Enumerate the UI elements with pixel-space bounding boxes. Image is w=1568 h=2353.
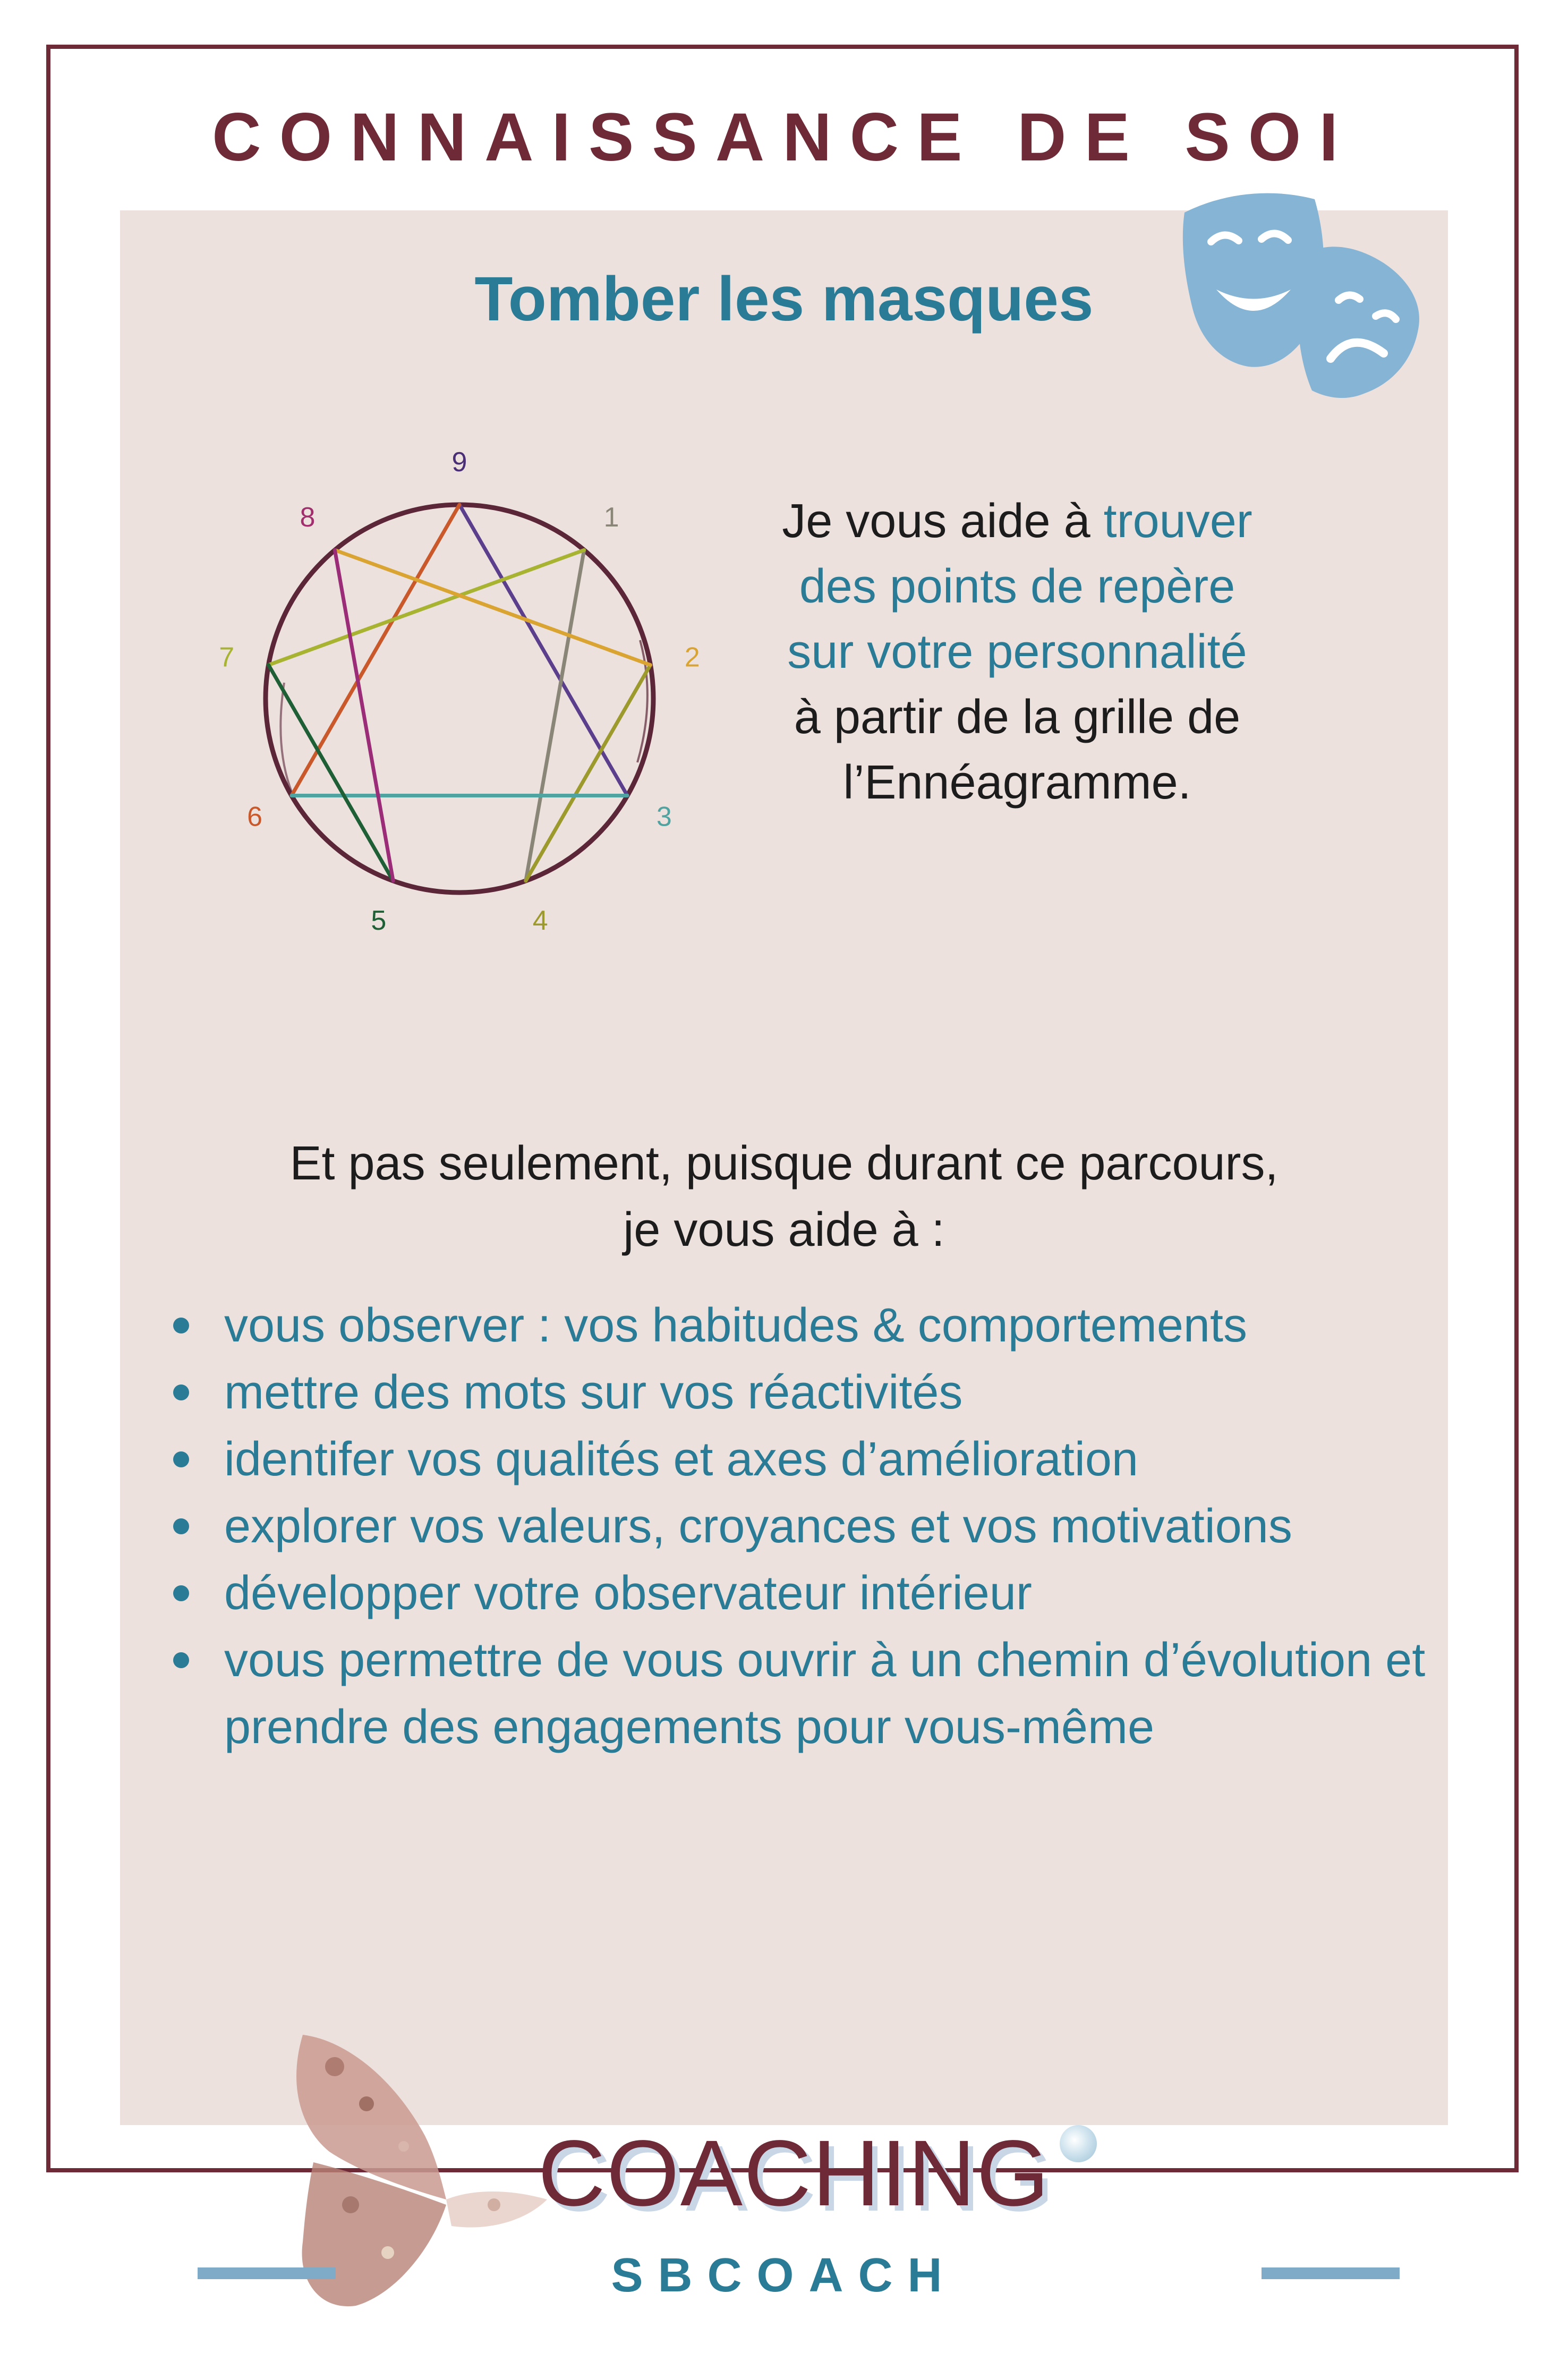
page-title: CONNAISSANCE DE SOI [212,99,1356,175]
intro-highlight: trouver [1103,495,1252,548]
list-item: vous observer : vos habitudes & comportements [170,1292,1445,1359]
brand-subtitle: SBCOACH [611,2249,957,2302]
enneagram-label-6: 6 [247,801,263,833]
footer-dash-left [198,2267,336,2279]
enneagram-label-8: 8 [300,502,316,533]
brand-wordmark: COACHING [538,2121,1051,2225]
intro-line-3: sur votre personnalité [787,625,1247,678]
enneagram-label-1: 1 [603,502,619,533]
section-subtitle: Tomber les masques [474,264,1094,334]
list-item: identifer vos qualités et axes d’amélioration [170,1426,1445,1493]
intro-line-4: à partir de la grille de [794,691,1241,744]
enneagram-label-2: 2 [684,642,700,673]
intro-line-2: des points de repère [799,560,1235,613]
benefits-list [170,1292,1445,1761]
enneagram-diagram [215,449,714,948]
enneagram-label-4: 4 [532,905,548,937]
brand-dot-icon [1060,2125,1097,2162]
intro-text [706,489,1328,816]
intro-line-5: l’Ennéagramme. [843,756,1191,809]
list-item: développer votre observateur intérieur [170,1560,1445,1627]
lead-text [120,1131,1448,1263]
enneagram-label-7: 7 [219,642,235,673]
intro-line-1: Je vous aide à trouver [782,495,1252,548]
enneagram-label-3: 3 [656,801,672,833]
enneagram-label-9: 9 [451,449,467,478]
enneagram-label-5: 5 [371,905,387,937]
list-item: explorer vos valeurs, croyances et vos motivations [170,1493,1445,1560]
list-item: mettre des mots sur vos réactivités [170,1359,1445,1426]
list-item: vous permettre de vous ouvrir à un chemin d’évolution et prendre des engagements pour vous-même [170,1627,1445,1761]
lead-line-2: je vous aide à : [623,1203,945,1256]
footer-dash-right [1262,2267,1400,2279]
lead-line-1: Et pas seulement, puisque durant ce parcours, [289,1137,1279,1190]
